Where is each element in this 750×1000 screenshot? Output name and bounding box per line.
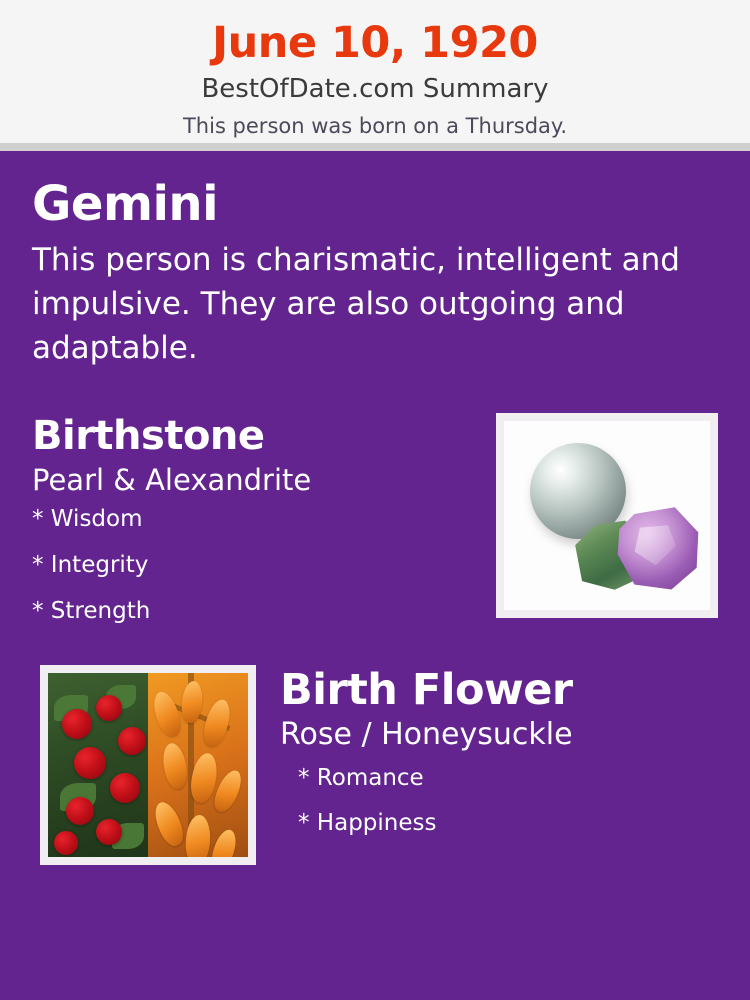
birthstone-section	[32, 412, 718, 637]
birthstone-trait: * Integrity	[32, 552, 149, 579]
details-panel	[0, 151, 750, 1000]
birth-flower-trait: * Romance	[298, 765, 424, 792]
birth-flower-names: Rose / Honeysuckle	[280, 716, 573, 752]
birthstone-title: Birthstone	[32, 413, 265, 460]
birth-flower-image	[40, 665, 256, 865]
roses-photo-half	[48, 673, 148, 857]
header	[0, 0, 750, 143]
birth-flower-image-inner	[48, 673, 248, 857]
birthstone-text-block	[32, 412, 472, 623]
birthstone-trait: * Strength	[32, 598, 151, 625]
page-title-date: June 10, 1920	[212, 18, 538, 68]
birth-flower-trait: * Happiness	[298, 810, 437, 837]
birthstone-image-inner	[504, 421, 710, 610]
birth-day-note: This person was born on a Thursday.	[182, 114, 568, 139]
birthstone-image	[496, 413, 718, 618]
site-summary-label: BestOfDate.com Summary	[201, 74, 549, 105]
birthstone-names: Pearl & Alexandrite	[32, 463, 312, 498]
birth-flower-section	[32, 665, 718, 880]
birth-flower-title: Birth Flower	[280, 665, 573, 716]
honeysuckle-photo-half	[148, 673, 248, 857]
birthstone-trait: * Wisdom	[32, 506, 143, 533]
zodiac-sign-name: Gemini	[32, 176, 219, 232]
zodiac-description: This person is charismatic, intelligent and impulsive. They are also outgoing and adaptable.	[32, 242, 680, 367]
header-divider	[0, 143, 750, 151]
birth-flower-text-block	[280, 665, 718, 835]
